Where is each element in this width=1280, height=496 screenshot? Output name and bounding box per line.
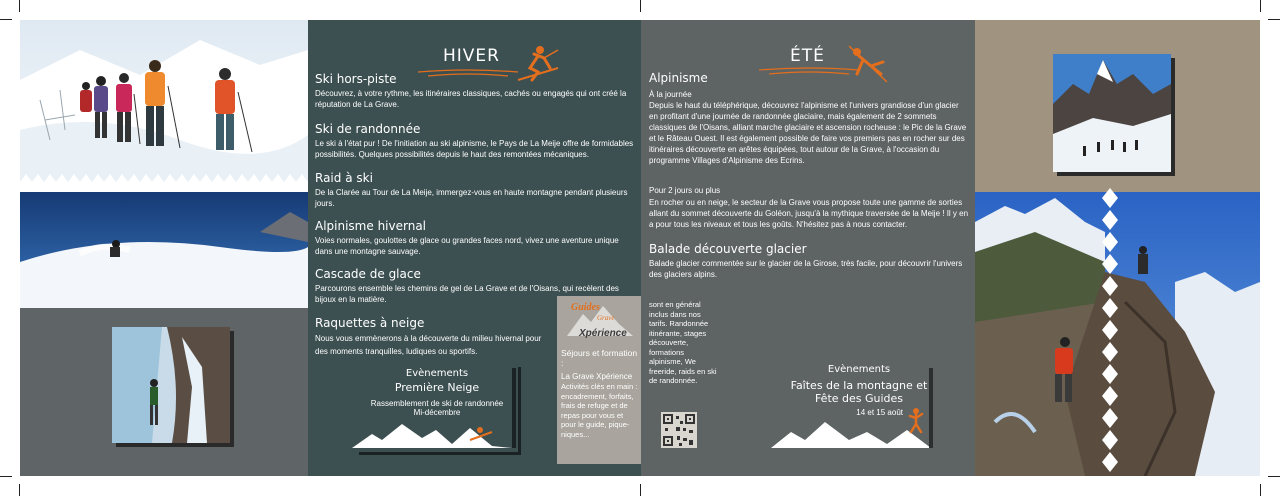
event-label: Evènements bbox=[827, 364, 891, 375]
event-date: Mi-décembre bbox=[413, 408, 461, 417]
stays-area bbox=[557, 296, 723, 464]
section-title: Alpinisme hivernal bbox=[315, 219, 427, 233]
event-name-line2: Fête des Guides bbox=[814, 392, 904, 405]
crop-mark bbox=[1260, 0, 1261, 12]
ice-climbing-photo bbox=[112, 327, 230, 443]
section-body: Nous vous emmènerons à la découverte du milieu hivernal pour des moments tranquilles, ludiques ou sportifs. bbox=[315, 334, 542, 356]
section-body: Depuis le haut du téléphérique, découvrez l'alpinisme et l'univers grandiose d'un glacier en profitant d'une journée de randonnée glaciaire, mais également de 2 sommets classiques de l'Oisans, alliant marche glaciaire et ascension rocheuse : le Pic de la Grave et le Râteau Ouest. Il est également possible de faire vos premiers pas en rocher sur des itinéraires découverte en arêtes équipées, tout autour de la Grave, à l'occasion du programme Villages d'Alpinisme des Ecrins. bbox=[649, 101, 967, 165]
crop-mark bbox=[0, 476, 12, 477]
section-balade-glacier bbox=[649, 242, 969, 280]
section-title: Alpinisme bbox=[649, 71, 708, 85]
right-panel bbox=[975, 20, 1260, 476]
section-alpinisme-hivernal bbox=[315, 219, 637, 257]
left-panel bbox=[20, 20, 308, 476]
zigzag-divider bbox=[20, 170, 308, 194]
section-body: Parcourons ensemble les chemins de gel de La Grave et de l'Oisans, qui recèlent des bijoux en la matière. bbox=[315, 284, 619, 304]
section-subtitle: Pour 2 jours ou plus bbox=[649, 186, 721, 195]
freeride-photo bbox=[20, 192, 308, 308]
event-date: 14 et 15 août bbox=[856, 408, 903, 417]
section-title: Ski de randonnée bbox=[315, 122, 421, 136]
section-title: Raid à ski bbox=[315, 171, 373, 185]
section-title: Ski hors-piste bbox=[315, 72, 397, 86]
section-raquettes bbox=[315, 316, 555, 358]
crop-mark bbox=[1260, 484, 1261, 496]
section-title: Cascade de glace bbox=[315, 267, 421, 281]
crop-mark bbox=[0, 19, 12, 20]
event-label: Evènements bbox=[405, 368, 469, 379]
event-name: Première Neige bbox=[394, 381, 480, 394]
qr-code-icon bbox=[661, 412, 697, 448]
logo-grave: Grave bbox=[597, 314, 615, 322]
ete-panel bbox=[561, 20, 975, 476]
stays-box bbox=[557, 296, 641, 464]
hiver-title: HIVER bbox=[443, 46, 500, 66]
crop-mark bbox=[1268, 476, 1280, 477]
section-subtitle: À la journée bbox=[649, 90, 692, 99]
section-ski-randonnee bbox=[315, 122, 637, 160]
event-shadow bbox=[508, 368, 520, 448]
section-alpinisme bbox=[649, 71, 969, 166]
section-ski-hors-piste bbox=[315, 72, 637, 110]
section-2-jours bbox=[649, 183, 969, 230]
glacier-rope-team-photo bbox=[1053, 54, 1171, 172]
stays-side-text: sont en général inclus dans nos tarifs. Randonnée itinérante, stages découverte, formations alpinisme, We freeride, raids en ski de randonnée. bbox=[649, 300, 717, 385]
ete-title: ÉTÉ bbox=[790, 46, 825, 66]
section-body: En rocher ou en neige, le secteur de la Grave vous propose toute une gamme de sorties allant du sommet découverte du Goléon, jusqu'à la mythique traversée de la Meije ! Il y en a pour tous les niveaux et tous les goûts. N'hésitez pas à nous contacter. bbox=[649, 198, 969, 229]
section-body: Voies normales, goulottes de glace ou grandes faces nord, vivez une aventure unique dans une montagne sauvage. bbox=[315, 236, 619, 256]
event-name-line1: Faîtes de la montagne et bbox=[790, 379, 928, 392]
crop-mark bbox=[640, 484, 641, 496]
event-shadow bbox=[927, 368, 935, 448]
stays-body: Activités clés en main : encadrement, forfaits, frais de refuge et de repas pour vous et pour le guide, pique-niques... bbox=[561, 382, 638, 439]
mountain-icon bbox=[352, 418, 512, 452]
section-title: Balade découverte glacier bbox=[649, 242, 807, 256]
crop-mark bbox=[640, 0, 641, 12]
crop-mark bbox=[19, 0, 20, 12]
logo-guides: Guides bbox=[571, 302, 600, 313]
climber-icon bbox=[905, 406, 927, 436]
section-body: Découvrez, à votre rythme, les itinéraires classiques, cachés ou engagés qui ont créé la réputation de La Grave. bbox=[315, 89, 627, 109]
section-title: Raquettes à neige bbox=[315, 316, 425, 330]
logo-xperience: Xpérience bbox=[579, 328, 627, 339]
event-description: Rassemblement de ski de randonnée bbox=[370, 399, 504, 408]
crop-mark bbox=[19, 484, 20, 496]
section-body: De la Clarée au Tour de La Meije, immergez-vous en haute montagne pendant plusieurs jours. bbox=[315, 188, 628, 208]
section-raid-ski bbox=[315, 171, 637, 209]
crop-mark bbox=[1268, 19, 1280, 20]
ski-touring-photo bbox=[20, 20, 308, 182]
section-body: Balade glacier commentée sur le glacier de la Girose, très facile, pour découvrir l'univers des glaciers alpins. bbox=[649, 259, 963, 279]
section-body: Le ski à l'état pur ! De l'initiation au ski alpinisme, le Pays de La Meije offre de formidables possibilités. Quelques possibilités depuis le haut des remontées mécaniques. bbox=[315, 139, 634, 159]
stays-heading: Séjours et formation : bbox=[561, 348, 638, 368]
diamond-strip bbox=[1099, 188, 1121, 472]
stays-brand: La Grave Xpérience bbox=[561, 372, 633, 381]
